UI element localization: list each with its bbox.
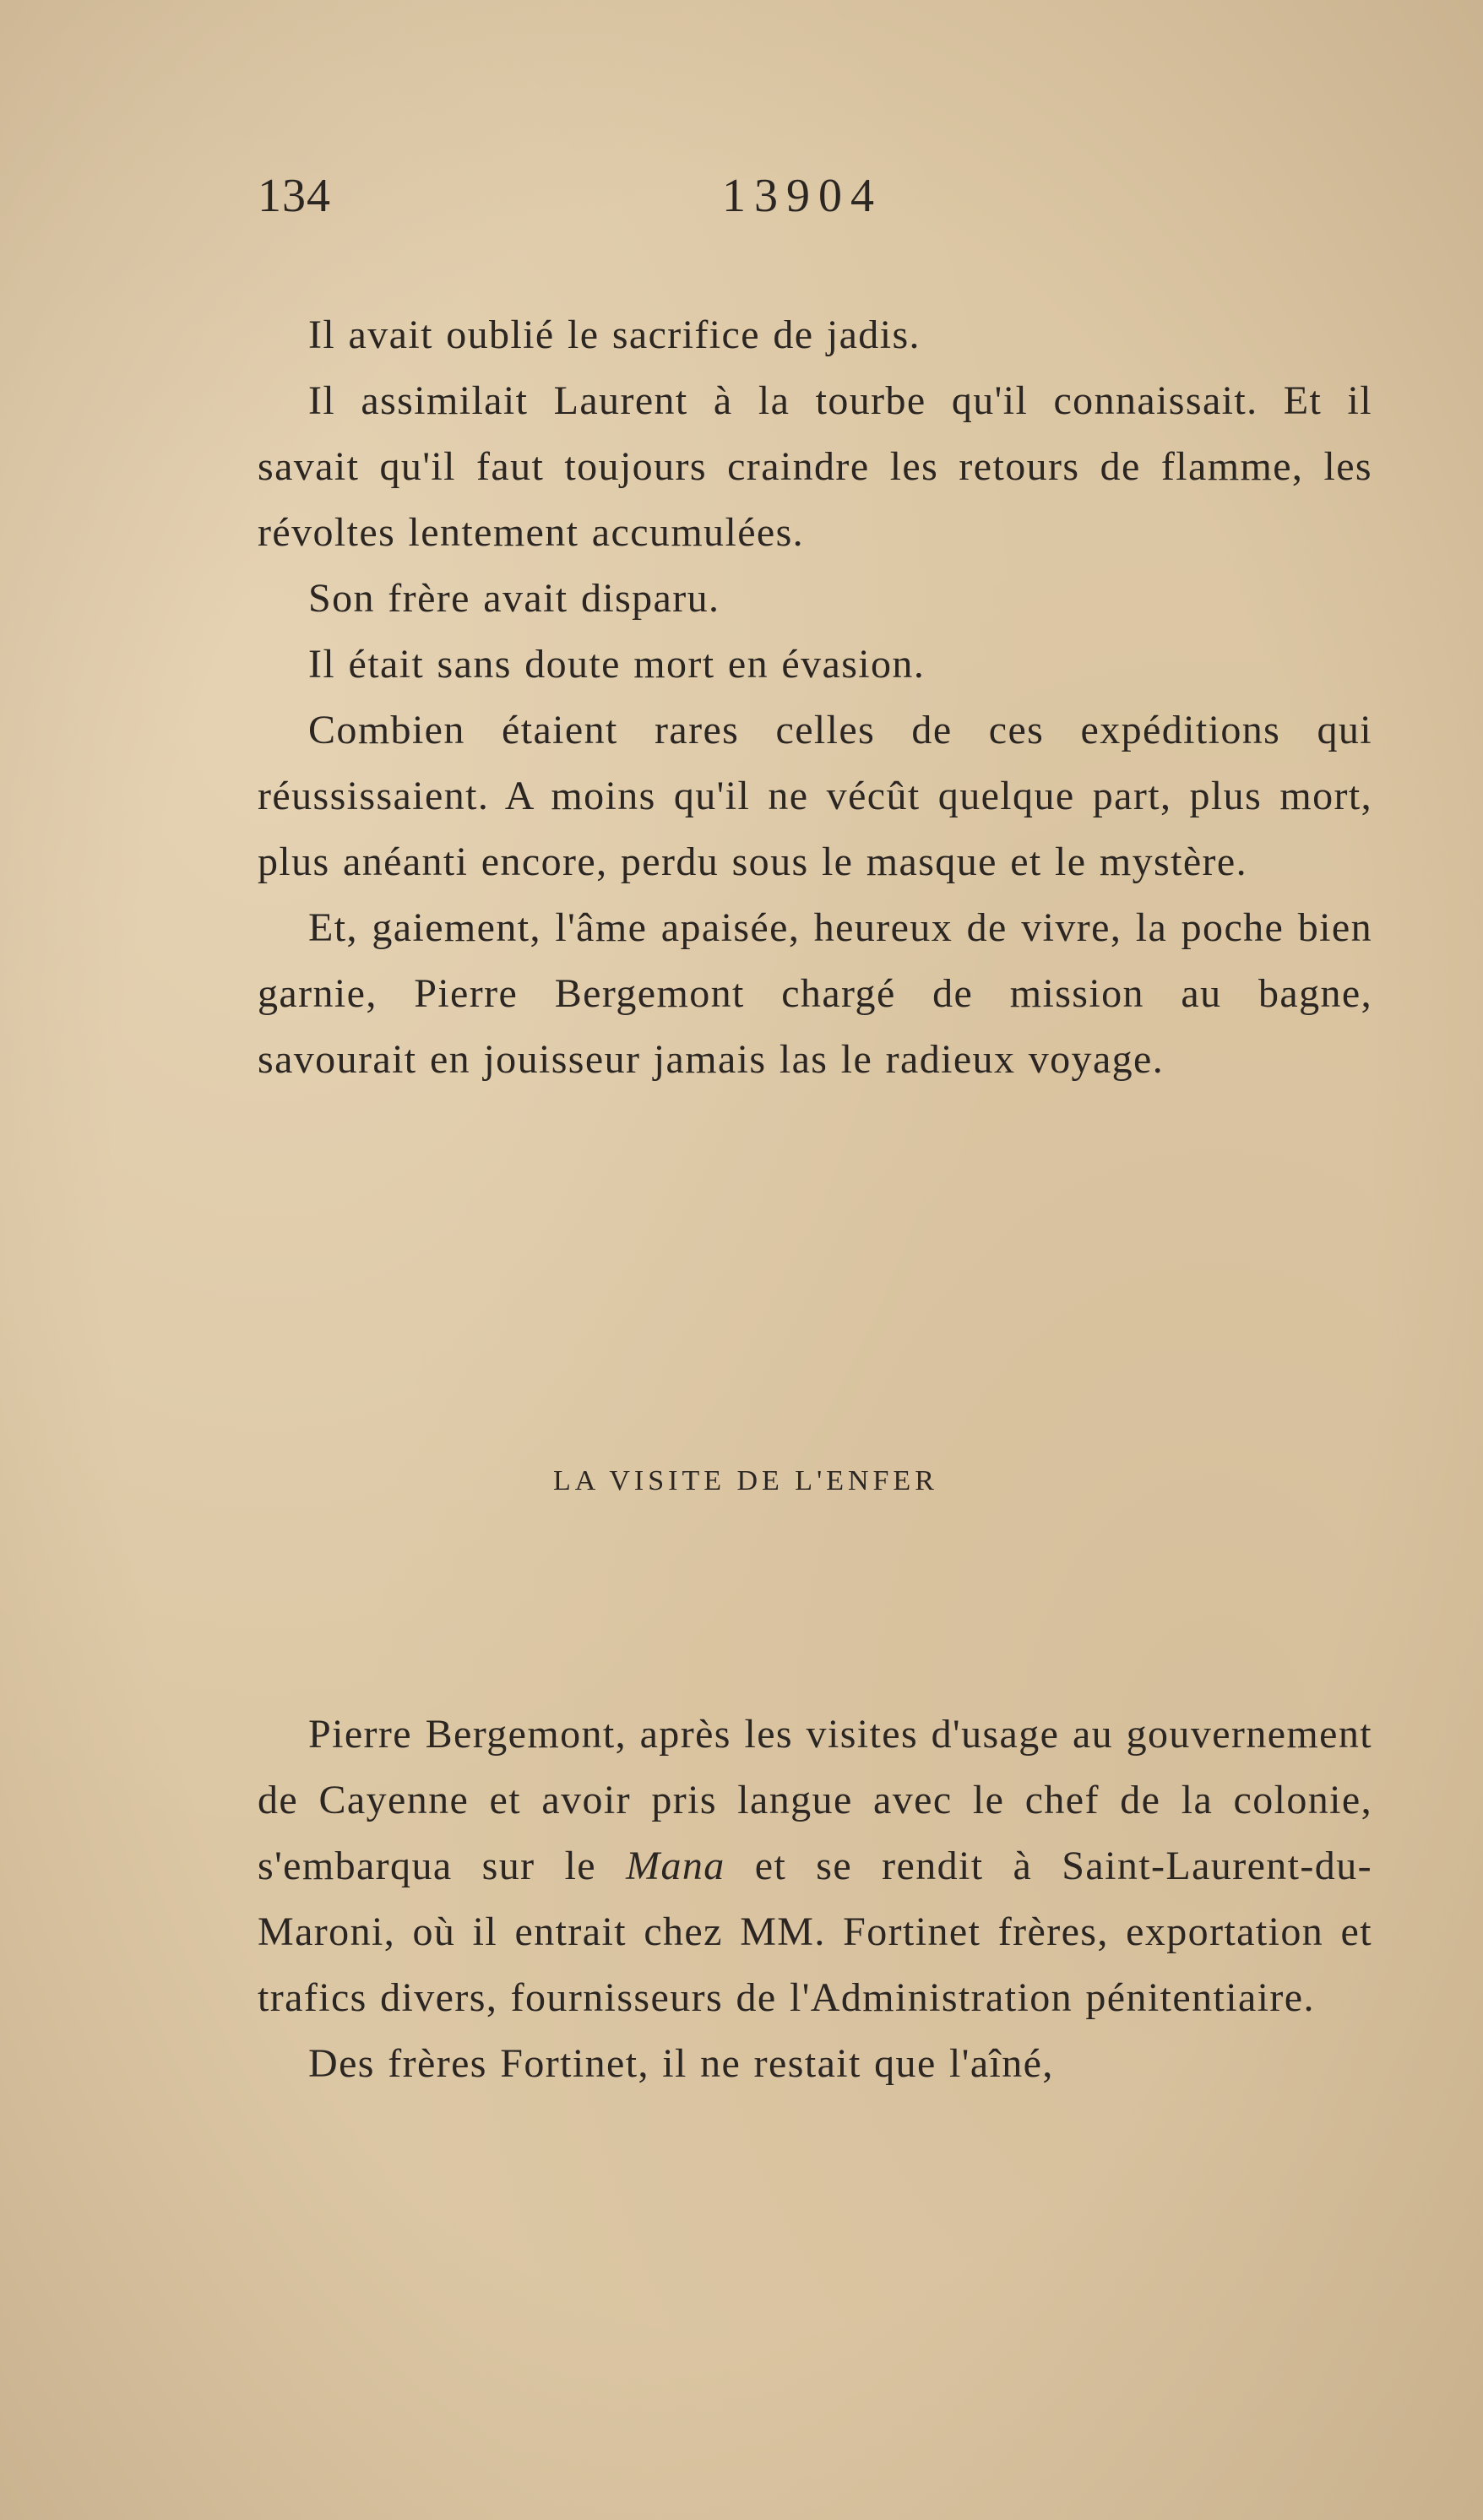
paragraph-frere-disparu: Son frère avait disparu. bbox=[308, 576, 720, 621]
paragraph-assimilait: Il assimilait Laurent à la tourbe qu'il connaissait. Et il savait qu'il faut toujours craindre les retours de flamme, les révoltes lentement accumulées. bbox=[258, 378, 1372, 555]
paragraph-expeditions: Combien étaient rares celles de ces expéditions qui réussissaient. A moins qu'il ne vécût quelque part, plus mort, plus anéanti encore, perdu sous le masque et le mystère. bbox=[258, 708, 1372, 884]
ship-name: Mana bbox=[626, 1844, 725, 1888]
paragraph-freres-fortinet: Des frères Fortinet, il ne restait que l'aîné, bbox=[308, 2041, 1054, 2086]
page-number: 134 bbox=[258, 170, 331, 222]
paragraph-part-after-ship: et se rendit à Saint-Laurent-du-Maroni, où il entrait chez MM. Fortinet frères, exportation et trafics divers, fournisseurs de l'Administration pénitentiaire. bbox=[258, 1844, 1372, 2020]
running-head bbox=[258, 169, 1254, 236]
running-title: 13904 bbox=[722, 170, 883, 222]
paragraph-part-before-ship: Pierre Bergemont, après les visites d'usage au gouvernement de Cayenne et avoir pris langue avec le chef de la colonie, s'embarqua sur le bbox=[258, 1712, 1372, 1888]
section-text-block bbox=[258, 1702, 1372, 2097]
paragraph-mort-evasion: Il était sans doute mort en évasion. bbox=[308, 642, 926, 687]
paragraph-gaiement: Et, gaiement, l'âme apaisée, heureux de vivre, la poche bien garnie, Pierre Bergemont chargé de mission au bagne, savourait en jouisseur jamais las le radieux voyage. bbox=[258, 905, 1372, 1082]
section-heading: LA VISITE DE L'ENFER bbox=[553, 1465, 938, 1496]
paragraph-pierre-bergemont bbox=[258, 1702, 1372, 2031]
top-text-block bbox=[258, 302, 1372, 1093]
paragraph-sacrifice: Il avait oublié le sacrifice de jadis. bbox=[308, 312, 921, 357]
